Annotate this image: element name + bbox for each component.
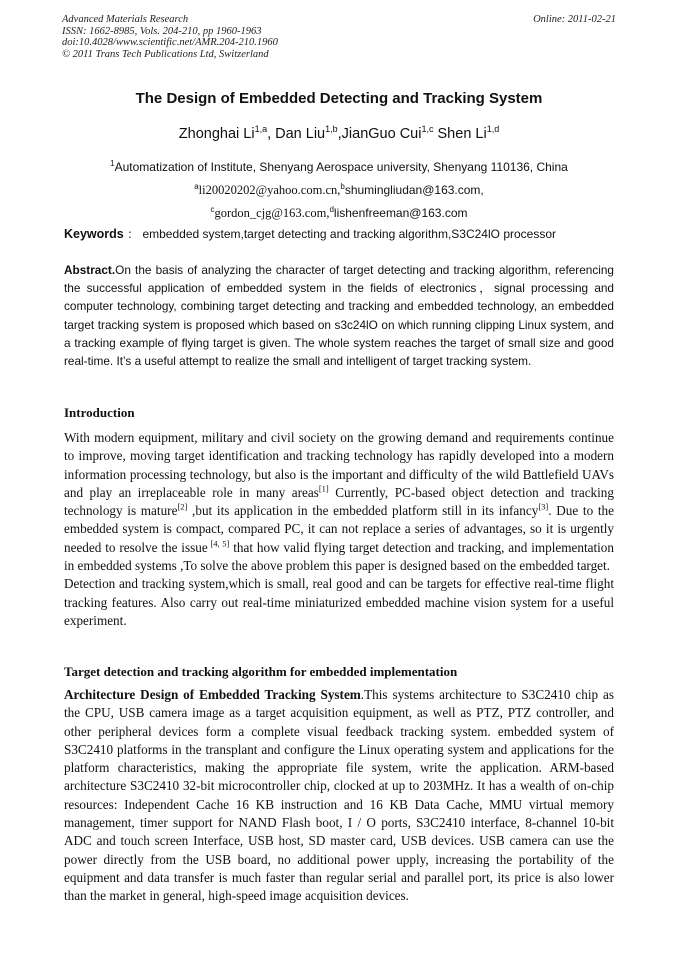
affiliation-line: $^1$Automatization of Institute, Shenyang Aerospace university, Shenyang 110136, China: [110, 159, 568, 174]
author-list: [0, 124, 678, 142]
author-sup: 1,b: [325, 124, 338, 134]
paragraph: Architecture Design of Embedded Tracking System.This systems architecture to S3C2410 chip as the CPU, USB camera image as a target acquisition equipment, as well as PTZ, PTZ controller, and other peripheral devices form a complete visual feedback tracking system. embedded system of S3C2410 platforms in the transplant and configure the Linux operating system and applications for the platform characteristics, making the appropriate file system, write the application. ARM-based architecture S3C2410 32-bit microcontroller chip, clocked at up to 203MHz. It has a wealth of on-chip resources: Independent Cache 16 KB instruction and 16 KB Data Cache, MMU virtual memory management, timer support for NAND Flash boot, I / O ports, S3C2410 interface, 8-channel 10-bit ADC and touch screen Interface, USB host, SD master card, USB devices. USB camera can use the power directly from the USB board, no additional power upply, increasing the portability of the equipment and data transfer is much faster than regular serial and parallel port, its price is also lower than the market in general, high-speed image acquisition devices.: [64, 687, 614, 904]
email-a[interactable]: li20020202@yahoo.com.cn,: [198, 183, 341, 197]
email-c[interactable]: gordon_cjg@163.com,: [214, 206, 330, 220]
author-name: JianGuo Cui: [341, 125, 422, 142]
author-sup: 1,a: [254, 124, 268, 134]
author-sep: ,: [337, 125, 342, 142]
journal-name: Advanced Materials Research: [62, 14, 189, 25]
author-name: Zhonghai Li: [178, 125, 255, 142]
email-line-2: $^c$gordon_cjg@163.com,$^d$lishenfreeman@163.com: [210, 205, 468, 220]
paper-title: The Design of Embedded Detecting and Tracking System: [135, 90, 543, 107]
citation[interactable]: [3]: [538, 501, 549, 512]
online-date: Online: 2011-02-21: [533, 14, 616, 25]
page-header: [62, 14, 616, 60]
email-b[interactable]: shumingliudan@163.com,: [344, 183, 484, 197]
abstract-label: Abstract.: [64, 263, 116, 277]
affiliation-text: Automatization of Institute, Shenyang Aerospace university, Shenyang 110136, China: [114, 160, 568, 174]
introduction-body: [64, 429, 614, 630]
citation[interactable]: [2]: [177, 501, 188, 512]
author-sep: ,: [267, 125, 276, 142]
affiliation-block: [0, 154, 678, 223]
abstract: [64, 261, 614, 370]
copyright-line: © 2011 Trans Tech Publications Ltd, Switzerland: [62, 48, 269, 60]
introduction-heading: Introduction: [64, 405, 135, 420]
keywords-sep: ：: [127, 227, 140, 241]
author-name: Shen Li: [437, 125, 487, 142]
author-sup: 1,c: [421, 124, 434, 134]
issn-line: ISSN: 1662-8985, Vols. 204-210, pp 1960-1963: [62, 25, 262, 37]
keywords: [64, 225, 614, 242]
author-sup: 1,d: [486, 124, 500, 134]
citation[interactable]: [4, 5]: [207, 538, 230, 549]
section-body: [64, 686, 614, 906]
run-in-heading: Architecture Design of Embedded Tracking System: [64, 687, 361, 702]
paragraph: With modern equipment, military and civil society on the growing demand and requirements continue to improve, moving target identification and tracking technology has rapidly developed into a modern information processing technology, but also is the important and difficulty of the wild Battlefield UAVs and play an irreplaceable role in many areas[1] Currently, PC-based object detection and tracking technology is mature[2] ,but its application in the embedded platform still in its infancy[3]. Due to the embedded system is compact, compared PC, it can not replace a series of advantages, so it is urgently needed to resolve the issue [4, 5] that how valid flying target detection and tracking, and implementation in embedded systems ,To solve the above problem this paper is designed based on the embedded target.: [64, 430, 615, 574]
paragraph: Detection and tracking system,which is small, real good and can be targets for effective real-time flight tracking features. Also carry out real-time miniaturized embedded machine vision system for a useful experiment.: [64, 576, 614, 628]
author-name: Dan Liu: [275, 125, 326, 142]
email-d[interactable]: lishenfreeman@163.com: [333, 206, 468, 220]
keywords-label: Keywords: [64, 227, 124, 241]
citation[interactable]: [1]: [318, 483, 329, 494]
doi-line: doi:10.4028/www.scientific.net/AMR.204-210.1960: [62, 37, 278, 48]
section-heading: Target detection and tracking algorithm for embedded implementation: [64, 664, 458, 679]
keywords-text: embedded system,target detecting and tracking algorithm,S3C24lO processor: [142, 227, 557, 241]
abstract-text: On the basis of analyzing the character of target detecting and tracking algorithm, referencing the successful application of embedded system in the fields of electronics，signal processing and computer technology, combining target detecting and tracking and embedded technology, an embedded target tracking system is proposed which based on s3c24lO on which running clipping Linux system, and a tracking example of flying target is given. The whole system reaches the target of small size and good real-time. It’s a useful attempt to realize the small and intelligent of target tracking system.: [64, 263, 614, 369]
email-line-1: $^a$li20020202@yahoo.com.cn,$^b$shumingliudan@163.com,: [194, 182, 484, 197]
